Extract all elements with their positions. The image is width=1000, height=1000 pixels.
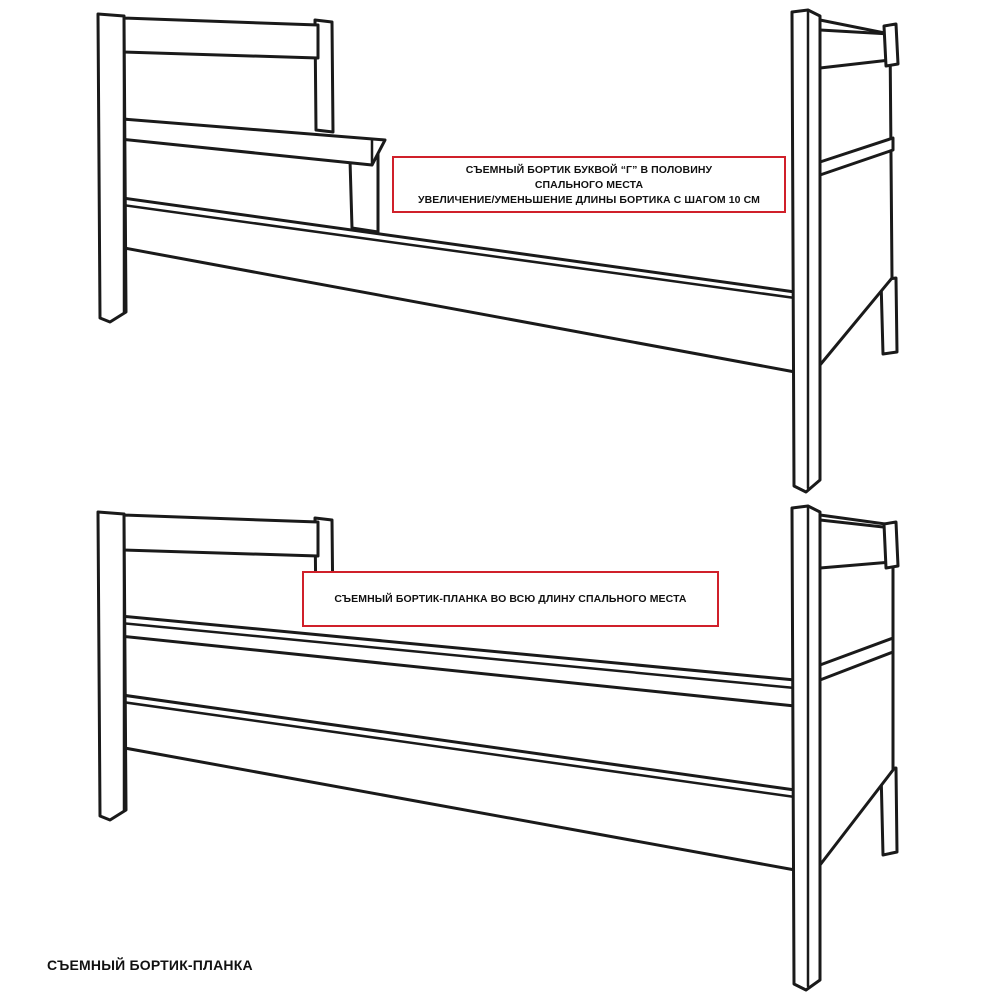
callout-top-line3: УВЕЛИЧЕНИЕ/УМЕНЬШЕНИЕ ДЛИНЫ БОРТИКА С ШАГОМ 10 СМ — [417, 194, 761, 206]
bed-top — [98, 10, 898, 492]
headboard-top-rail-bottom — [122, 515, 318, 556]
headboard-top-rail-top — [122, 18, 318, 58]
full-guard-rail-bottom — [110, 615, 795, 706]
callout-half-g-guard — [392, 156, 786, 213]
front-left-post-bottom — [98, 512, 126, 820]
footboard-back-post-top — [884, 24, 898, 66]
caption: СЪЕМНЫЙ БОРТИК-ПЛАНКА — [47, 957, 253, 973]
footboard-back-post-bottom — [884, 522, 898, 568]
callout-top-line2: СПАЛЬНОГО МЕСТА — [534, 179, 644, 191]
full-guard-edge-bottom — [110, 622, 795, 688]
front-right-post-bottom — [792, 506, 820, 990]
front-right-post-top — [792, 10, 820, 492]
footboard-top-rail-top — [820, 30, 890, 68]
callout-full-guard-rail — [302, 571, 719, 627]
front-left-post-top — [98, 14, 126, 322]
callout-bottom-line1: СЪЕМНЫЙ БОРТИК-ПЛАНКА ВО ВСЮ ДЛИНУ СПАЛЬНОГО МЕСТА — [334, 592, 687, 605]
footboard-top-rail-bottom — [820, 520, 892, 568]
g-guard-horizontal-top — [110, 118, 385, 165]
callout-top-line1: СЪЕМНЫЙ БОРТИК БУКВОЙ “Г” В ПОЛОВИНУ — [465, 164, 713, 176]
